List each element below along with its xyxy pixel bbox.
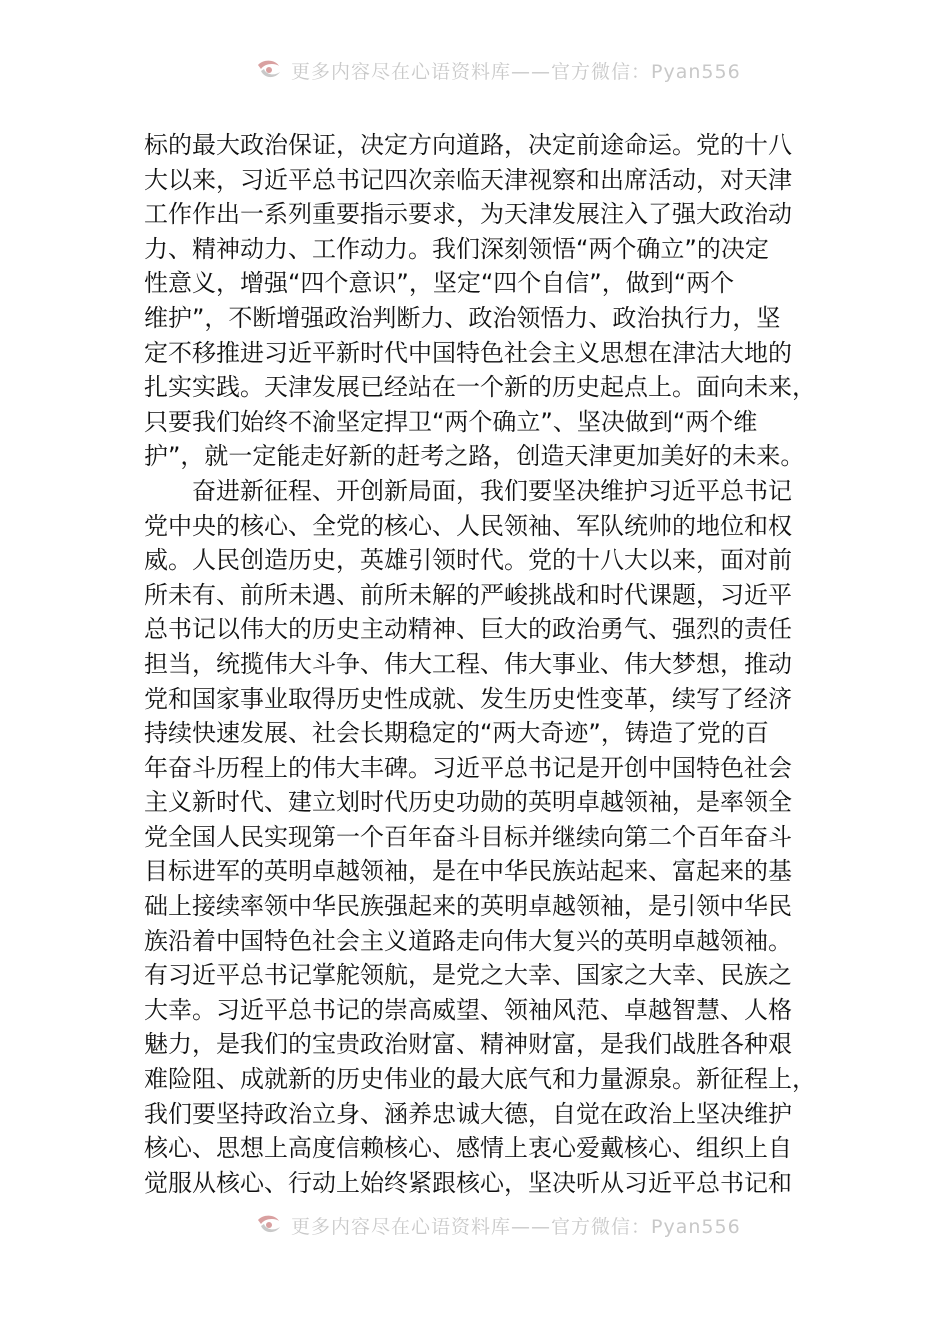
text-line: 主义新时代、建立划时代历史功勋的英明卓越领袖，是率领全 xyxy=(144,788,792,817)
text-line: 工作作出一系列重要指示要求，为天津发展注入了强大政治动 xyxy=(144,200,792,229)
text-line: 党和国家事业取得历史性成就、发生历史性变革，续写了经济 xyxy=(144,684,792,713)
header-watermark-text: 更多内容尽在心语资料库——官方微信：Pyan556 xyxy=(291,60,741,83)
text-line: 有习近平总书记掌舵领航，是党之大幸、国家之大幸、民族之 xyxy=(144,961,792,990)
text-line: 只要我们始终不渝坚定捍卫“两个确立”、坚决做到“两个维 xyxy=(144,407,758,436)
text-line: 觉服从核心、行动上始终紧跟核心，坚决听从习近平总书记和 xyxy=(144,1168,792,1197)
text-line: 础上接续率领中华民族强起来的英明卓越领袖，是引领中华民 xyxy=(144,892,792,921)
text-line: 维护”，不断增强政治判断力、政治领悟力、政治执行力，坚 xyxy=(144,303,781,332)
text-line: 大以来，习近平总书记四次亲临天津视察和出席活动，对天津 xyxy=(144,165,792,194)
document-body xyxy=(144,128,816,1200)
text-line: 我们要坚持政治立身、涵养忠诚大德，自觉在政治上坚决维护 xyxy=(144,1099,792,1128)
text-line: 总书记以伟大的历史主动精神、巨大的政治勇气、强烈的责任 xyxy=(144,615,792,644)
text-line: 年奋斗历程上的伟大丰碑。习近平总书记是开创中国特色社会 xyxy=(144,753,792,782)
text-line: 族沿着中国特色社会主义道路走向伟大复兴的英明卓越领袖。 xyxy=(144,926,792,955)
text-line: 力、精神动力、工作动力。我们深刻领悟“两个确立”的决定 xyxy=(144,234,769,263)
watermark-logo-icon xyxy=(255,1212,283,1238)
text-line: 核心、思想上高度信赖核心、感情上衷心爱戴核心、组织上自 xyxy=(144,1134,792,1163)
text-line: 难险阻、成就新的历史伟业的最大底气和力量源泉。新征程上， xyxy=(144,1065,816,1094)
header-watermark xyxy=(255,56,741,84)
text-line: 威。人民创造历史，英雄引领时代。党的十八大以来，面对前 xyxy=(144,546,792,575)
text-line: 大幸。习近平总书记的崇高威望、领袖风范、卓越智慧、人格 xyxy=(144,995,792,1024)
footer-watermark xyxy=(255,1211,741,1239)
text-line: 魅力，是我们的宝贵政治财富、精神财富，是我们战胜各种艰 xyxy=(144,1030,792,1059)
text-line: 奋进新征程、开创新局面，我们要坚决维护习近平总书记 xyxy=(192,476,792,505)
text-line: 扎实实践。天津发展已经站在一个新的历史起点上。面向未来， xyxy=(144,373,816,402)
text-line: 持续快速发展、社会长期稳定的“两大奇迹”，铸造了党的百 xyxy=(144,719,769,748)
text-line: 标的最大政治保证，决定方向道路，决定前途命运。党的十八 xyxy=(144,131,792,159)
watermark-logo-icon xyxy=(255,57,283,83)
text-line: 护”，就一定能走好新的赶考之路，创造天津更加美好的未来。 xyxy=(144,442,805,471)
footer-watermark-text: 更多内容尽在心语资料库——官方微信：Pyan556 xyxy=(291,1215,741,1238)
text-line: 所未有、前所未遇、前所未解的严峻挑战和时代课题，习近平 xyxy=(144,580,792,609)
text-line: 目标进军的英明卓越领袖，是在中华民族站起来、富起来的基 xyxy=(144,857,792,886)
text-line: 党全国人民实现第一个百年奋斗目标并继续向第二个百年奋斗 xyxy=(144,822,792,851)
text-line: 定不移推进习近平新时代中国特色社会主义思想在津沽大地的 xyxy=(144,338,792,367)
text-line: 党中央的核心、全党的核心、人民领袖、军队统帅的地位和权 xyxy=(144,511,792,540)
text-line: 性意义，增强“四个意识”，坚定“四个自信”，做到“两个 xyxy=(144,269,735,298)
text-line: 担当，统揽伟大斗争、伟大工程、伟大事业、伟大梦想，推动 xyxy=(144,649,792,678)
